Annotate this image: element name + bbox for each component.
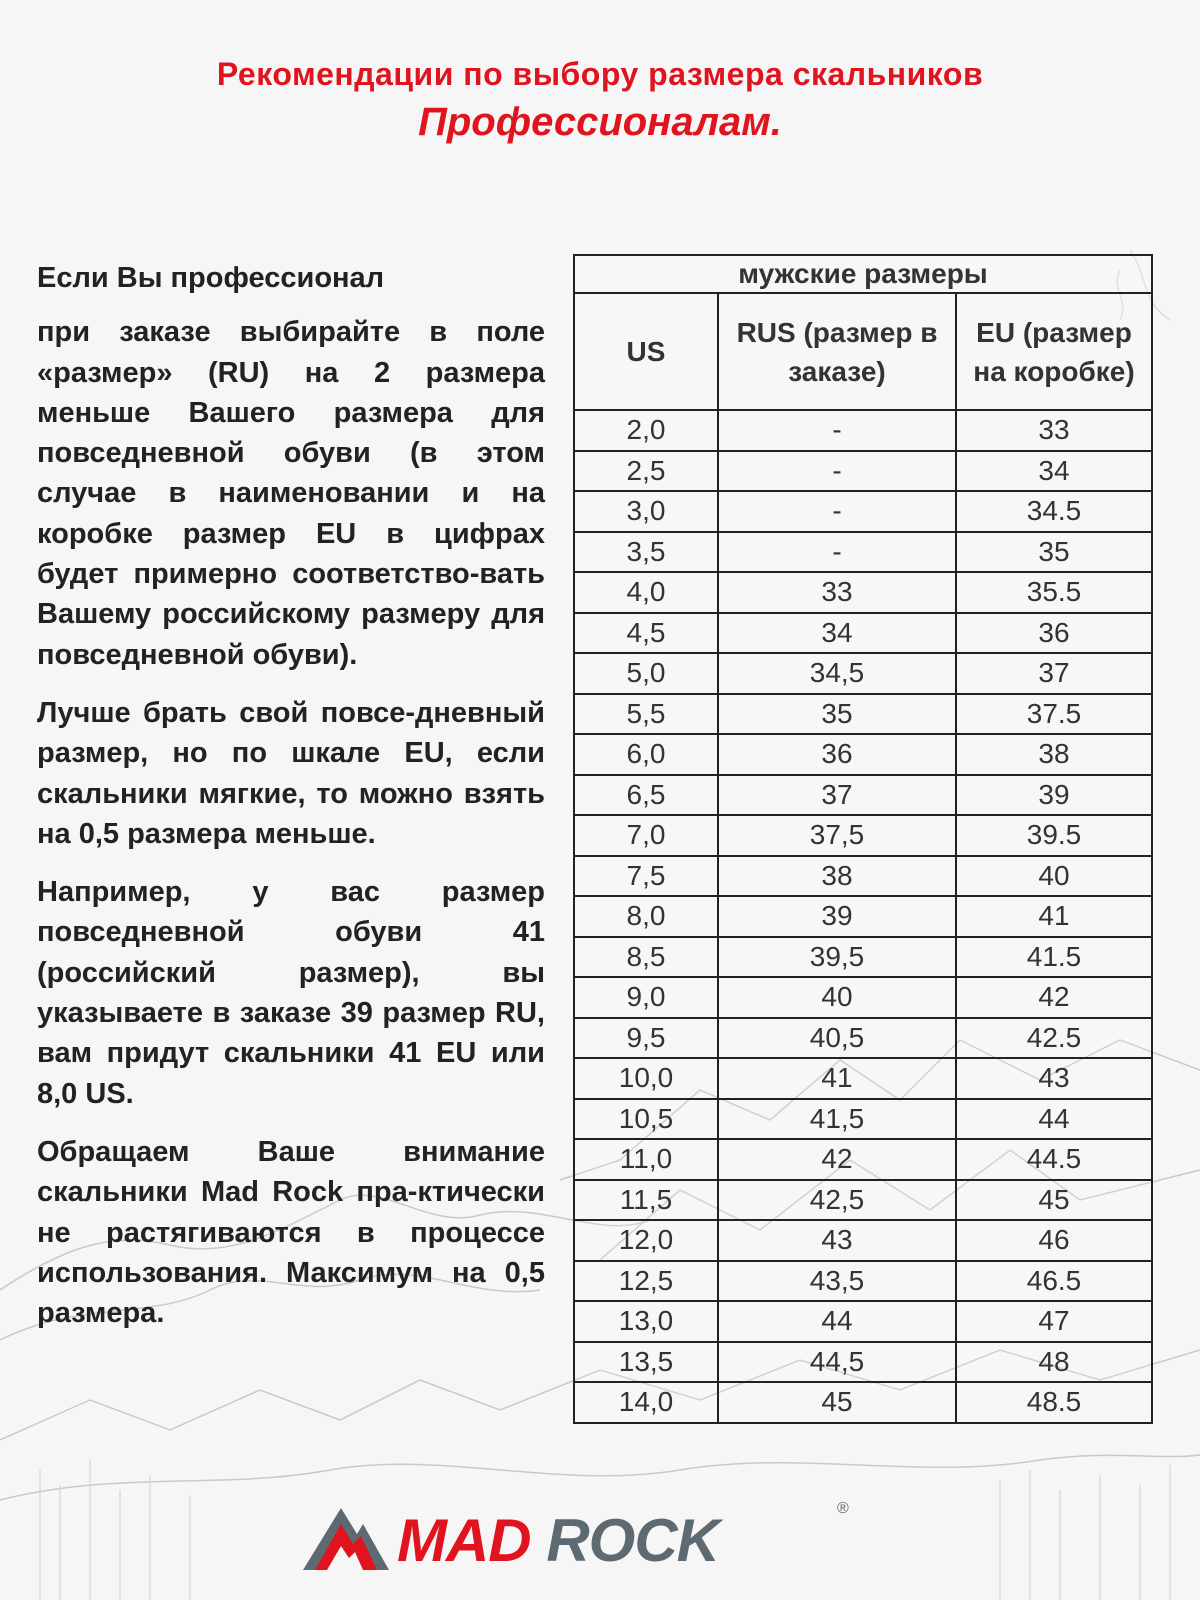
cell-eu: 39.5 xyxy=(956,815,1152,856)
cell-rus: 37,5 xyxy=(718,815,956,856)
cell-rus: - xyxy=(718,410,956,451)
cell-eu: 41 xyxy=(956,896,1152,937)
cell-us: 6,0 xyxy=(574,734,718,775)
cell-eu: 35.5 xyxy=(956,572,1152,613)
cell-eu: 36 xyxy=(956,613,1152,654)
table-row xyxy=(574,734,1152,775)
table-row xyxy=(574,491,1152,532)
cell-us: 8,0 xyxy=(574,896,718,937)
cell-eu: 47 xyxy=(956,1301,1152,1342)
advice-heading: Если Вы профессионал xyxy=(37,262,385,294)
cell-eu: 35 xyxy=(956,532,1152,573)
cell-us: 14,0 xyxy=(574,1382,718,1423)
cell-eu: 38 xyxy=(956,734,1152,775)
cell-us: 5,5 xyxy=(574,694,718,735)
cell-eu: 44.5 xyxy=(956,1139,1152,1180)
advice-paragraph-3: Например, у вас размер повседневной обуви 41 (российский размер), вы указываете в заказе 39 размер RU, вам придут скальники 41 EU или 8,0 US. xyxy=(37,876,545,1110)
cell-rus: 40 xyxy=(718,977,956,1018)
size-table-body xyxy=(574,410,1152,1423)
column-header-us: US xyxy=(574,293,718,410)
cell-eu: 48.5 xyxy=(956,1382,1152,1423)
column-header-rus: RUS (размер в заказе) xyxy=(718,293,956,410)
cell-eu: 34.5 xyxy=(956,491,1152,532)
cell-us: 12,0 xyxy=(574,1220,718,1261)
page-subtitle: Профессионалам. xyxy=(418,100,782,144)
cell-rus: 36 xyxy=(718,734,956,775)
cell-eu: 45 xyxy=(956,1180,1152,1221)
cell-rus: 41 xyxy=(718,1058,956,1099)
cell-rus: 44 xyxy=(718,1301,956,1342)
cell-eu: 37.5 xyxy=(956,694,1152,735)
cell-us: 7,0 xyxy=(574,815,718,856)
cell-rus: 42,5 xyxy=(718,1180,956,1221)
cell-rus: - xyxy=(718,491,956,532)
cell-eu: 40 xyxy=(956,856,1152,897)
cell-eu: 46.5 xyxy=(956,1261,1152,1302)
cell-eu: 41.5 xyxy=(956,937,1152,978)
cell-rus: 44,5 xyxy=(718,1342,956,1383)
cell-rus: 39 xyxy=(718,896,956,937)
cell-eu: 33 xyxy=(956,410,1152,451)
cell-eu: 43 xyxy=(956,1058,1152,1099)
advice-paragraph-4: Обращаем Ваше внимание скальники Mad Rock пра-ктически не растягиваются в процессе использования. Максимум на 0,5 размера. xyxy=(37,1135,545,1330)
cell-us: 9,0 xyxy=(574,977,718,1018)
cell-rus: 43,5 xyxy=(718,1261,956,1302)
cell-us: 3,5 xyxy=(574,532,718,573)
table-row xyxy=(574,451,1152,492)
cell-us: 9,5 xyxy=(574,1018,718,1059)
table-row xyxy=(574,977,1152,1018)
advice-paragraph-2: Лучше брать свой повсе-дневный размер, но по шкале EU, если скальники мягкие, то можно взять на 0,5 размера меньше. xyxy=(37,696,545,850)
cell-rus: 40,5 xyxy=(718,1018,956,1059)
cell-us: 6,5 xyxy=(574,775,718,816)
table-row xyxy=(574,1220,1152,1261)
cell-eu: 34 xyxy=(956,451,1152,492)
advice-text-block xyxy=(37,258,545,1351)
cell-us: 7,5 xyxy=(574,856,718,897)
logo-text-mad: MAD xyxy=(397,1507,531,1574)
mountain-logo-icon xyxy=(297,1500,393,1572)
cell-rus: 33 xyxy=(718,572,956,613)
advice-paragraph-1: при заказе выбирайте в поле «размер» (RU) на 2 размера меньше Вашего размера для повседневной обуви (в этом случае в наименовании и на коробке размер EU в цифрах будет примерно соответство-вать Вашему российскому размеру для повседневной обуви). xyxy=(37,316,545,671)
table-row xyxy=(574,572,1152,613)
cell-eu: 44 xyxy=(956,1099,1152,1140)
table-row xyxy=(574,1018,1152,1059)
table-row xyxy=(574,613,1152,654)
cell-us: 10,5 xyxy=(574,1099,718,1140)
cell-us: 4,5 xyxy=(574,613,718,654)
cell-rus: 34,5 xyxy=(718,653,956,694)
cell-eu: 42 xyxy=(956,977,1152,1018)
cell-eu: 46 xyxy=(956,1220,1152,1261)
cell-rus: 37 xyxy=(718,775,956,816)
cell-us: 8,5 xyxy=(574,937,718,978)
cell-eu: 37 xyxy=(956,653,1152,694)
table-row xyxy=(574,1180,1152,1221)
page-title: Рекомендации по выбору размера скальников xyxy=(216,56,984,92)
cell-rus: 41,5 xyxy=(718,1099,956,1140)
cell-eu: 48 xyxy=(956,1342,1152,1383)
cell-us: 13,0 xyxy=(574,1301,718,1342)
cell-rus: - xyxy=(718,451,956,492)
cell-us: 4,0 xyxy=(574,572,718,613)
table-row xyxy=(574,937,1152,978)
cell-us: 11,5 xyxy=(574,1180,718,1221)
table-row xyxy=(574,1382,1152,1423)
cell-rus: - xyxy=(718,532,956,573)
table-row xyxy=(574,653,1152,694)
table-row xyxy=(574,1342,1152,1383)
table-row xyxy=(574,410,1152,451)
table-row xyxy=(574,532,1152,573)
cell-eu: 39 xyxy=(956,775,1152,816)
table-row xyxy=(574,775,1152,816)
table-row xyxy=(574,1301,1152,1342)
cell-rus: 43 xyxy=(718,1220,956,1261)
table-row xyxy=(574,1058,1152,1099)
cell-rus: 38 xyxy=(718,856,956,897)
logo-text-rock: ROCK xyxy=(546,1507,719,1574)
cell-rus: 42 xyxy=(718,1139,956,1180)
cell-rus: 34 xyxy=(718,613,956,654)
table-row xyxy=(574,1139,1152,1180)
cell-us: 13,5 xyxy=(574,1342,718,1383)
table-row xyxy=(574,694,1152,735)
size-table xyxy=(573,254,1153,1424)
table-row xyxy=(574,1261,1152,1302)
cell-rus: 39,5 xyxy=(718,937,956,978)
table-row xyxy=(574,1099,1152,1140)
table-caption: мужские размеры xyxy=(574,255,1152,293)
table-row xyxy=(574,856,1152,897)
table-row xyxy=(574,896,1152,937)
cell-us: 3,0 xyxy=(574,491,718,532)
cell-rus: 35 xyxy=(718,694,956,735)
table-row xyxy=(574,815,1152,856)
cell-us: 2,5 xyxy=(574,451,718,492)
cell-us: 10,0 xyxy=(574,1058,718,1099)
cell-us: 12,5 xyxy=(574,1261,718,1302)
cell-us: 5,0 xyxy=(574,653,718,694)
mad-rock-logo xyxy=(297,1500,917,1572)
registered-mark: ® xyxy=(837,1500,849,1517)
cell-eu: 42.5 xyxy=(956,1018,1152,1059)
cell-us: 11,0 xyxy=(574,1139,718,1180)
column-header-eu: EU (размер на коробке) xyxy=(956,293,1152,410)
cell-rus: 45 xyxy=(718,1382,956,1423)
cell-us: 2,0 xyxy=(574,410,718,451)
